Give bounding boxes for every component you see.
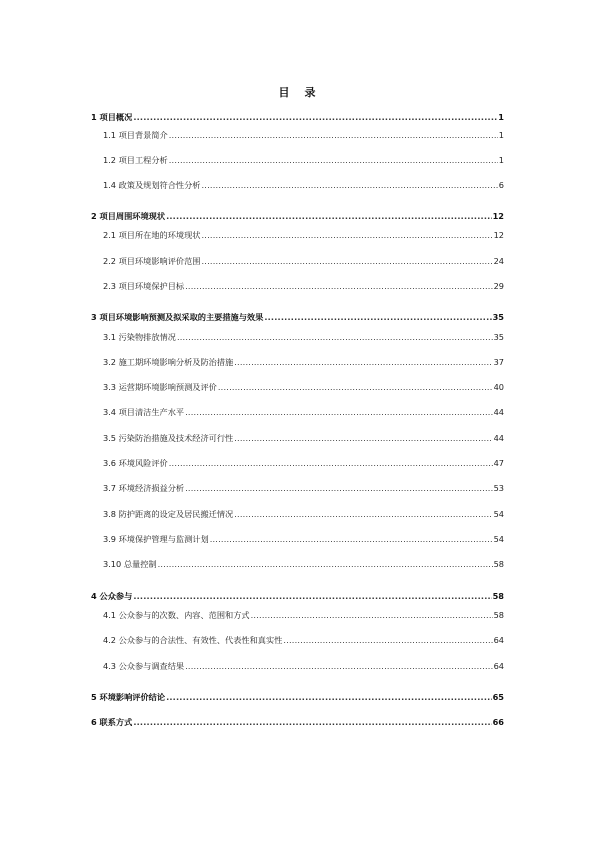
toc-entry[interactable] [103,155,504,166]
toc-title-char-1: 目 [278,86,291,99]
toc-page-number: 47 [493,458,504,468]
toc-entry[interactable] [103,382,504,393]
toc-entry-label: 3.3 运营期环境影响预测及评价 [103,382,217,392]
toc-page-number: 37 [493,357,504,367]
toc-leader [234,509,492,520]
toc-page-number: 35 [492,312,504,322]
toc-leader [169,155,498,166]
toc-page-number: 40 [493,382,504,392]
toc-leader [234,357,492,368]
toc-leader [185,281,492,292]
toc-entry[interactable] [91,692,504,703]
toc-entry-label: 2.3 项目环境保护目标 [103,281,185,291]
toc-page-number: 58 [492,591,504,601]
toc-page-number: 66 [492,717,504,727]
toc-title-char-2: 录 [304,86,317,99]
toc-page-number: 44 [493,433,504,443]
toc-entry[interactable] [91,112,504,123]
toc-leader [234,433,492,444]
toc-entry-label: 4.2 公众参与的合法性、有效性、代表性和真实性 [103,635,283,645]
toc-leader [218,382,493,393]
toc-entry[interactable] [103,357,504,368]
toc-page-number: 58 [493,559,504,569]
toc-leader [185,483,492,494]
toc-title [0,84,595,100]
toc-entry[interactable] [103,635,504,646]
toc-entry[interactable] [91,211,504,222]
toc-entry[interactable] [103,407,504,418]
toc-leader [158,559,493,570]
toc-entry-label: 6 联系方式 [91,717,133,727]
toc-leader [251,610,493,621]
toc-entry-label: 3.5 污染防治措施及技术经济可行性 [103,433,234,443]
toc-entry-label: 3 项目环境影响预测及拟采取的主要措施与效果 [91,312,264,322]
toc-page-number: 54 [493,509,504,519]
toc-page-number: 58 [493,610,504,620]
toc-entry-label: 3.4 项目清洁生产水平 [103,407,185,417]
toc-entry-label: 4.3 公众参与调查结果 [103,661,185,671]
toc-entry-label: 2 项目周围环境现状 [91,211,166,221]
toc-page-number: 12 [493,230,504,240]
toc-entry[interactable] [91,312,504,323]
toc-page-number: 53 [493,483,504,493]
toc-entry[interactable] [103,230,504,241]
toc-entry-label: 1 项目概况 [91,112,133,122]
toc-page-number: 54 [493,534,504,544]
toc-entry[interactable] [103,256,504,267]
toc-leader [264,312,491,323]
toc-leader [169,458,493,469]
toc-entry-label: 4.1 公众参与的次数、内容、范围和方式 [103,610,250,620]
toc-page-number: 35 [493,332,504,342]
toc-leader [133,591,491,602]
toc-leader [169,130,498,141]
toc-leader [177,332,493,343]
toc-leader [202,256,493,267]
toc-page-number: 1 [498,112,504,122]
toc-entry-label: 2.1 项目所在地的环境现状 [103,230,201,240]
toc-page-number: 44 [493,407,504,417]
toc-leader [185,661,492,672]
toc-entry-label: 4 公众参与 [91,591,133,601]
toc-entry-label: 3.10 总量控制 [103,559,157,569]
toc-page-number: 6 [498,180,504,190]
toc-entry-label: 3.8 防护距离的设定及居民搬迁情况 [103,509,234,519]
toc-leader [202,180,498,191]
toc-page-number: 12 [492,211,504,221]
toc-entry[interactable] [103,509,504,520]
toc-entry-label: 3.2 施工期环境影响分析及防治措施 [103,357,234,367]
toc-entry[interactable] [103,610,504,621]
toc-leader [210,534,493,545]
toc-entry[interactable] [103,332,504,343]
toc-entry[interactable] [103,433,504,444]
toc-entry-label: 5 环境影响评价结论 [91,692,166,702]
toc-entry[interactable] [103,130,504,141]
toc-leader [283,635,492,646]
toc-entry[interactable] [103,281,504,292]
toc-entry[interactable] [103,180,504,191]
toc-page-number: 64 [493,661,504,671]
toc-page-number: 29 [493,281,504,291]
toc-leader [185,407,492,418]
toc-entry-label: 1.2 项目工程分析 [103,155,168,165]
toc-page-number: 1 [498,155,504,165]
toc-entry-label: 3.1 污染物排放情况 [103,332,176,342]
toc-entry[interactable] [103,458,504,469]
toc-page-number: 65 [492,692,504,702]
toc-leader [166,211,492,222]
toc-entry[interactable] [103,559,504,570]
toc-entry[interactable] [91,591,504,602]
toc-leader [166,692,492,703]
toc-page-number: 64 [493,635,504,645]
toc-leader [133,112,497,123]
toc-page-number: 1 [498,130,504,140]
toc-entry-label: 3.7 环境经济损益分析 [103,483,185,493]
toc-page-number: 24 [493,256,504,266]
toc-entry-label: 1.4 政策及规划符合性分析 [103,180,201,190]
toc-entry[interactable] [103,483,504,494]
toc-leader [202,230,493,241]
toc-entry[interactable] [103,534,504,545]
toc-entry-label: 2.2 项目环境影响评价范围 [103,256,201,266]
toc-entry-label: 3.6 环境风险评价 [103,458,168,468]
toc-leader [133,717,491,728]
toc-entry-label: 1.1 项目背景简介 [103,130,168,140]
toc-entry[interactable] [103,661,504,672]
toc-entry[interactable] [91,717,504,728]
toc-entry-label: 3.9 环境保护管理与监测计划 [103,534,209,544]
